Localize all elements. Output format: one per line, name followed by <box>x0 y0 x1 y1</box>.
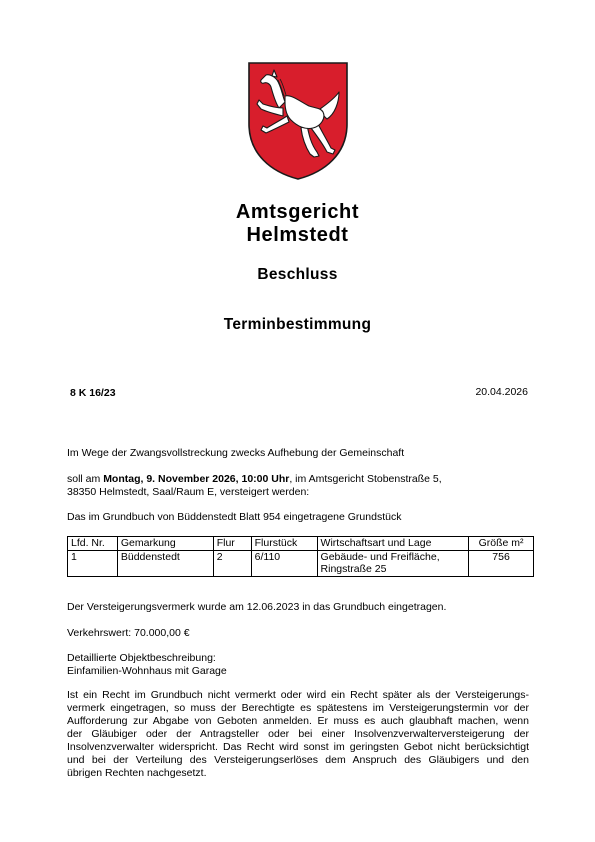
table-cell: 1 <box>68 550 118 576</box>
court-name-line2: Helmstedt <box>246 224 349 246</box>
auction-datetime: Montag, 9. November 2026, 10:00 Uhr <box>103 473 290 485</box>
document-date: 20.04.2026 <box>475 386 528 398</box>
register-text: Das im Grundbuch von Büddenstedt Blatt 954 eingetragene Grundstück <box>67 511 402 523</box>
table-cell: 6/110 <box>251 550 317 576</box>
document-title: Beschluss <box>257 266 338 283</box>
auction-line1 <box>67 473 537 486</box>
notice-line: Ist ein Recht im Grundbuch nicht vermerkt oder wird ein Recht später als der Versteigerungs- <box>67 689 529 701</box>
table-header: Größe m² <box>469 537 534 551</box>
auction-prefix: soll am <box>67 473 104 485</box>
market-value: Verkehrswert: 70.000,00 € <box>67 627 190 639</box>
lower-saxony-horse-crest-icon <box>247 62 349 180</box>
object-description <box>67 652 227 678</box>
auction-line2: 38350 Helmstedt, Saal/Raum E, versteigert werden: <box>67 486 310 498</box>
notice-line: und bei der Verteilung des Versteigerungserlöses dem Anspruch des Gläubigers und den <box>67 754 529 766</box>
court-name-line1: Amtsgericht <box>235 201 360 223</box>
court-name <box>0 201 595 247</box>
table-header-row <box>68 537 534 551</box>
table-header: Flur <box>213 537 251 551</box>
notice-line: vermerk eingetragen, so muss der Berechtigte es spätestens im Versteigerungstermin vor der <box>67 702 529 714</box>
intro-text: Im Wege der Zwangsvollstreckung zwecks Aufhebung der Gemeinschaft <box>67 447 405 459</box>
vermerk-text: Der Versteigerungsvermerk wurde am 12.06.2023 in das Grundbuch eingetragen. <box>67 601 447 613</box>
case-number: 8 K 16/23 <box>70 387 116 399</box>
notice-line: übrigen Rechten nachgesetzt. <box>67 767 207 779</box>
legal-notice <box>67 689 529 780</box>
object-description-label: Detaillierte Objektbeschreibung: <box>67 652 216 664</box>
notice-line: Insolvenzverwalter widerspricht. Das Recht wird sonst im geringsten Gebot nicht berücksichtigt <box>67 741 529 753</box>
table-cell: 756 <box>469 550 534 576</box>
auction-suffix: , im Amtsgericht Stobenstraße 5, <box>289 473 442 485</box>
table-row <box>68 550 534 576</box>
object-description-text: Einfamilien-Wohnhaus mit Garage <box>67 665 227 677</box>
table-header: Gemarkung <box>117 537 213 551</box>
notice-line: der Gläubiger oder der Antragsteller oder bei einer Insolvenzverwalterversteigerung der <box>67 728 529 740</box>
table-cell: 2 <box>213 550 251 576</box>
table-header: Wirtschaftsart und Lage <box>317 537 469 551</box>
table-header: Lfd. Nr. <box>68 537 118 551</box>
notice-line: Aufforderung zur Abgabe von Geboten anmelden. Er muss es auch glaubhaft machen, wenn <box>67 715 529 727</box>
table-cell: Gebäude- und Freifläche, Ringstraße 25 <box>317 550 469 576</box>
auction-paragraph <box>67 473 537 499</box>
property-table <box>67 536 534 577</box>
table-cell: Büddenstedt <box>117 550 213 576</box>
document-subtitle: Terminbestimmung <box>223 316 372 333</box>
table-header: Flurstück <box>251 537 317 551</box>
